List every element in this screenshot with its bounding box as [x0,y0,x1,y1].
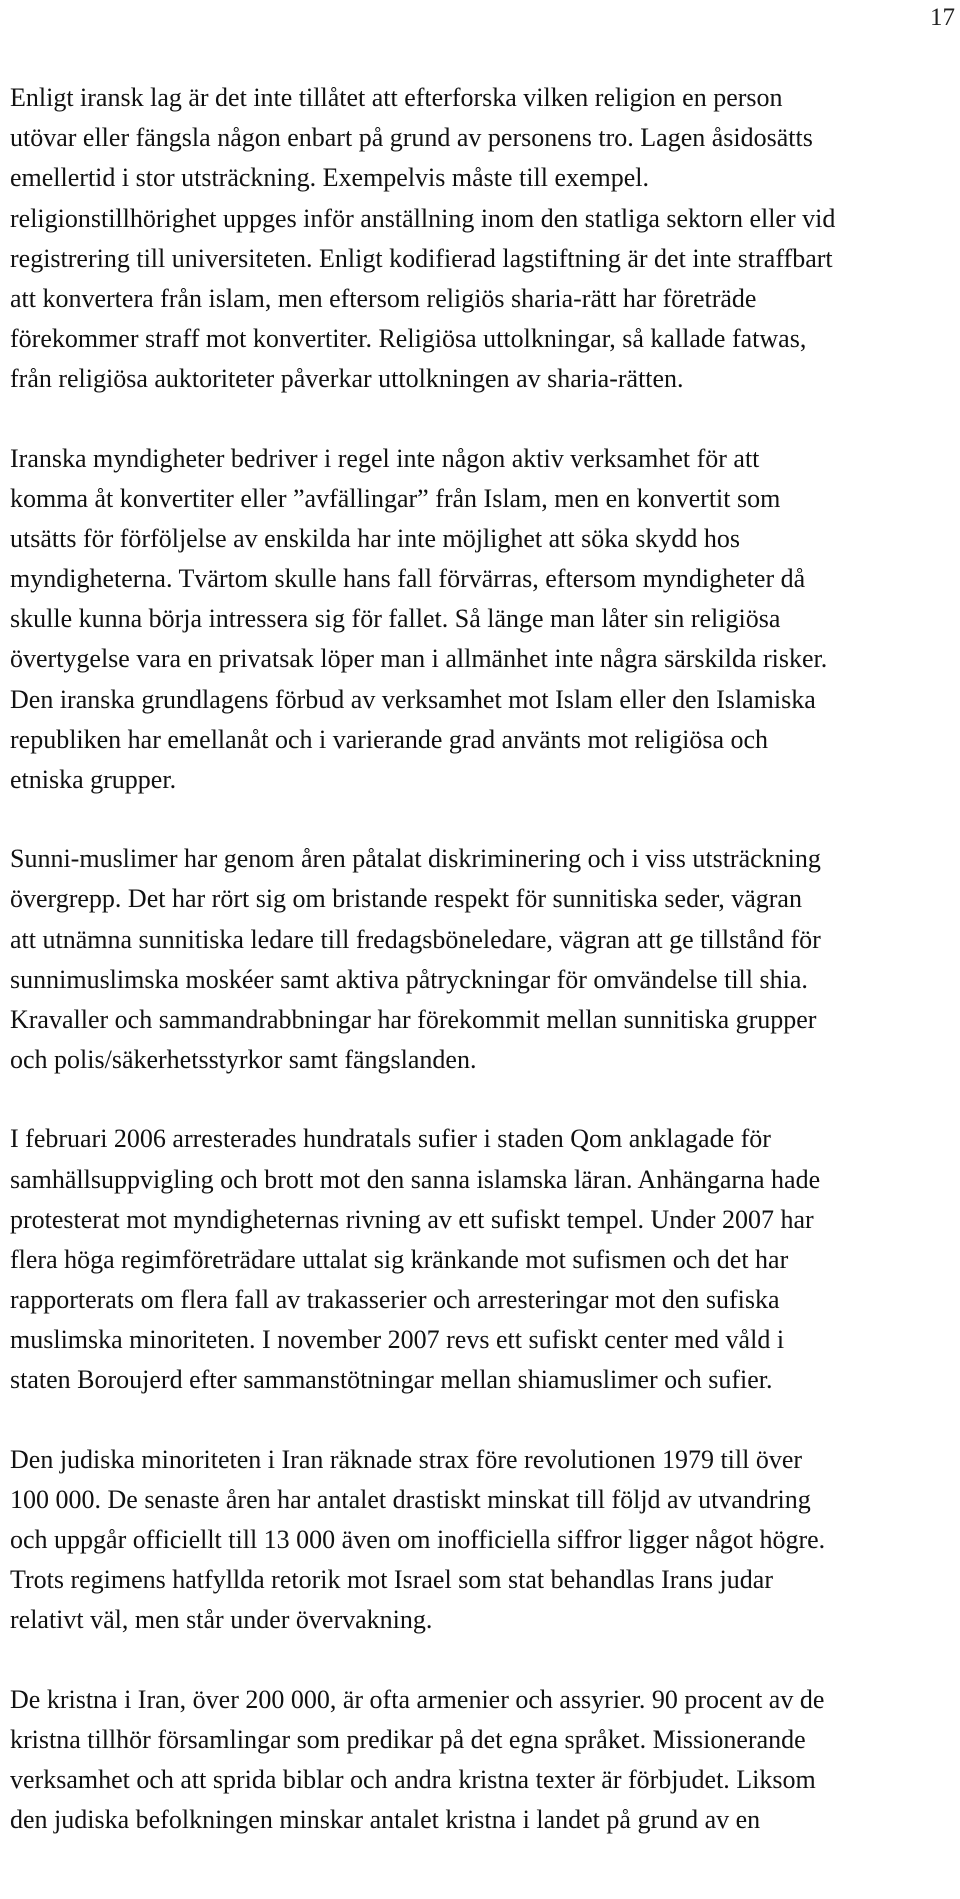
text-line: att konvertera från islam, men eftersom religiös sharia-rätt har företräde [10,283,757,313]
text-line: övertygelse vara en privatsak löper man i allmänhet inte några särskilda risker. [10,644,828,674]
text-line: skulle kunna börja intressera sig för fallet. Så länge man låter sin religiösa [10,604,781,634]
text-line: från religiösa auktoriteter påverkar uttolkningen av sharia-rätten. [10,364,684,394]
text-line: att utnämna sunnitiska ledare till fredagsböneledare, vägran att ge tillstånd för [10,924,821,954]
text-line: sunnimuslimska moskéer samt aktiva påtryckningar för omvändelse till shia. [10,964,808,994]
paragraph-converts [10,439,950,801]
text-line: förekommer straff mot konvertiter. Religiösa uttolkningar, så kallade fatwas, [10,324,807,354]
document-body [10,78,950,1879]
paragraph-jewish-minority [10,1440,950,1641]
paragraph-christians [10,1680,950,1841]
text-line: De kristna i Iran, över 200 000, är ofta armenier och assyrier. 90 procent av de [10,1684,825,1714]
text-line: Den judiska minoriteten i Iran räknade strax före revolutionen 1979 till över [10,1444,803,1474]
text-line: komma åt konvertiter eller ”avfällingar” från Islam, men en konvertit som [10,483,781,513]
text-line: rapporterats om flera fall av trakasserier och arresteringar mot den sufiska [10,1285,780,1315]
text-line: staten Boroujerd efter sammanstötningar mellan shiamuslimer och sufier. [10,1365,773,1395]
text-line: etniska grupper. [10,765,177,794]
text-line: Kravaller och sammandrabbningar har förekommit mellan sunnitiska grupper [10,1004,817,1034]
text-line: flera höga regimföreträdare uttalat sig kränkande mot sufismen och det har [10,1244,789,1274]
paragraph-sunni-muslims [10,839,950,1080]
text-line: och uppgår officiellt till 13 000 även om inofficiella siffror ligger något högre. [10,1525,826,1554]
text-line: muslimska minoriteten. I november 2007 revs ett sufiskt center med våld i [10,1325,785,1355]
text-line: relativt väl, men står under övervakning. [10,1605,433,1635]
text-line: utövar eller fängsla någon enbart på grund av personens tro. Lagen åsidosätts [10,123,813,153]
text-line: samhällsuppvigling och brott mot den sanna islamska läran. Anhängarna hade [10,1164,821,1194]
text-line: I februari 2006 arresterades hundratals sufier i staden Qom anklagade för [10,1124,771,1154]
text-line: registrering till universiteten. Enligt kodifierad lagstiftning är det inte straffbart [10,243,833,273]
text-line: emellertid i stor utsträckning. Exempelvis måste till exempel. [10,163,650,193]
paragraph-religion-law [10,78,950,400]
text-line: verksamhet och att sprida biblar och andra kristna texter är förbjudet. Liksom [10,1764,816,1794]
text-line: kristna tillhör församlingar som predikar på det egna språket. Missionerande [10,1724,806,1754]
text-line: Enligt iransk lag är det inte tillåtet att efterforska vilken religion en person [10,83,783,112]
page-number: 17 [930,4,955,31]
text-line: Trots regimens hatfyllda retorik mot Israel som stat behandlas Irans judar [10,1565,773,1595]
text-line: republiken har emellanåt och i varierande grad använts mot religiösa och [10,724,769,754]
paragraph-sufis [10,1119,950,1400]
text-line: övergrepp. Det har rört sig om bristande respekt för sunnitiska seder, vägran [10,884,802,914]
text-line: Iranska myndigheter bedriver i regel inte någon aktiv verksamhet för att [10,443,760,473]
text-line: Den iranska grundlagens förbud av verksamhet mot Islam eller den Islamiska [10,684,816,714]
text-line: Sunni-muslimer har genom åren påtalat diskriminering och i viss utsträckning [10,844,821,874]
text-line: utsätts för förföljelse av enskilda har inte möjlighet att söka skydd hos [10,523,741,553]
text-line: religionstillhörighet uppges inför anställning inom den statliga sektorn eller vid [10,203,836,233]
text-line: den judiska befolkningen minskar antalet kristna i landet på grund av en [10,1805,761,1835]
text-line: 100 000. De senaste åren har antalet drastiskt minskat till följd av utvandring [10,1484,811,1514]
text-line: protesterat mot myndigheternas rivning av ett sufiskt tempel. Under 2007 har [10,1204,814,1234]
text-line: myndigheterna. Tvärtom skulle hans fall förvärras, eftersom myndigheter då [10,564,806,594]
text-line: och polis/säkerhetsstyrkor samt fängslanden. [10,1045,477,1075]
